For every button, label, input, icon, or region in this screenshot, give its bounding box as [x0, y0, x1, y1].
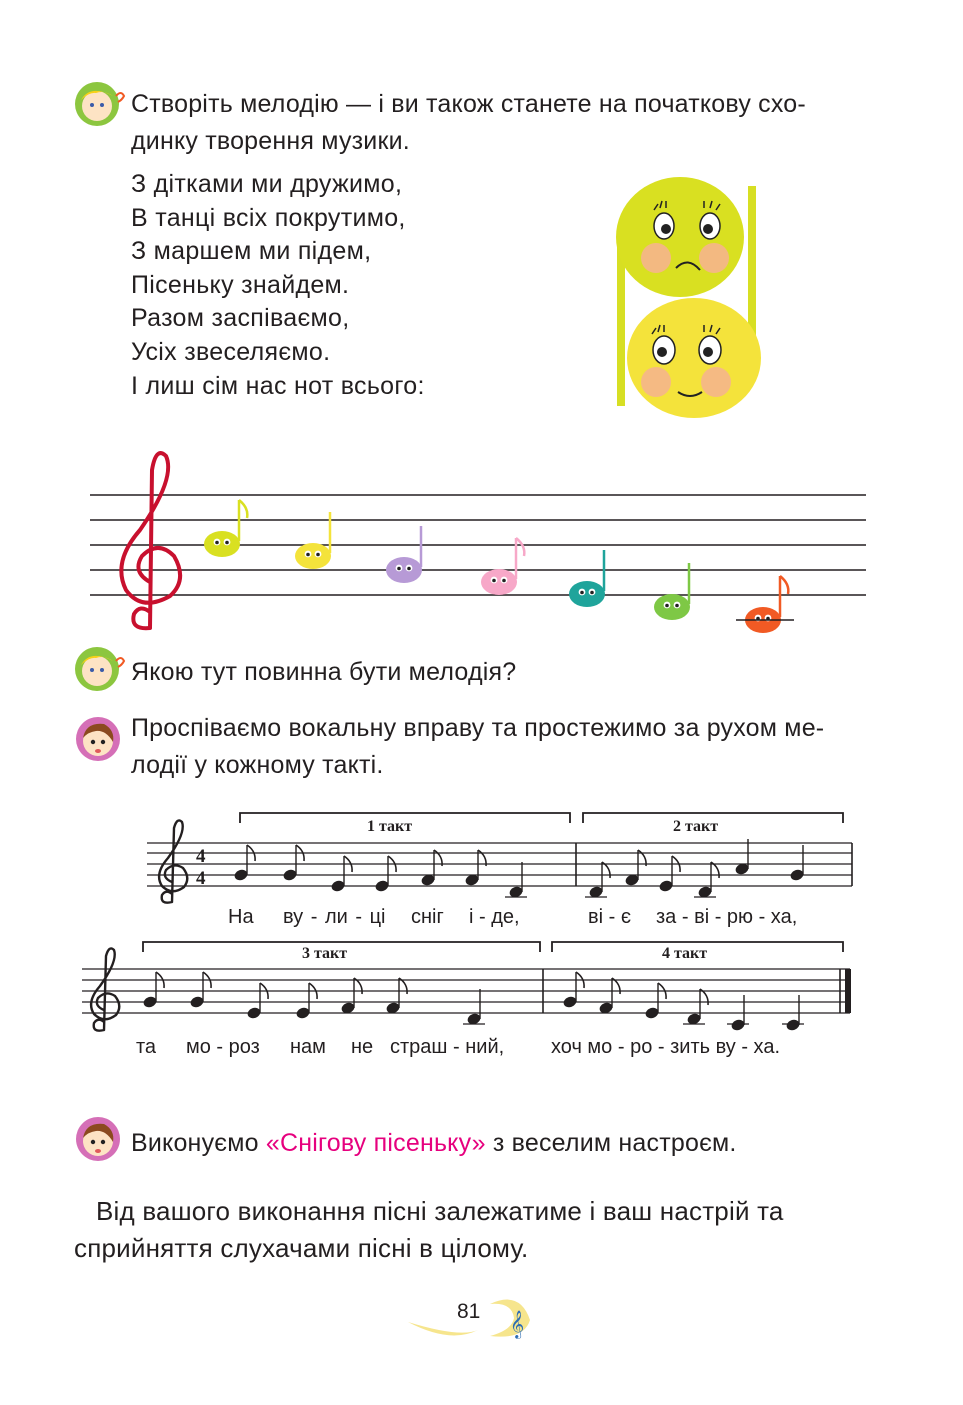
treble-clef-icon: [121, 453, 180, 628]
poem-line: В танці всіх покрутимо,: [131, 203, 406, 232]
page-number-decoration: [408, 1300, 530, 1339]
poem-line: З дітками ми дружимо,: [131, 170, 403, 198]
lyric: На: [228, 906, 254, 928]
music-note: [505, 862, 527, 899]
music-note: [464, 850, 486, 887]
lyric: мо - роз: [186, 1036, 260, 1058]
face-note: [386, 526, 422, 583]
music-note: [598, 978, 620, 1015]
music-note: [463, 989, 485, 1026]
poem-line: Усіх звеселяємо.: [131, 337, 331, 366]
lyric: сніг: [411, 906, 444, 928]
music-note: [585, 862, 610, 899]
time-sig-bottom: 4: [196, 868, 206, 889]
lyric: ві - є: [588, 906, 632, 928]
takt-label: 3 такт: [302, 945, 348, 962]
music-note: [683, 989, 708, 1026]
lyric: страш - ний,: [390, 1036, 505, 1058]
face-note: [654, 563, 690, 620]
lyric: і - де,: [469, 906, 520, 928]
lyric: за - ві - рю - ха,: [656, 906, 798, 928]
boy-avatar-icon: [75, 647, 124, 691]
face-note: [481, 538, 524, 595]
takt-label: 1 такт: [367, 818, 413, 835]
exercise-text: Проспіваємо вокальну вправу та простежимо за рухом ме- лодії у кожному такті.: [131, 714, 825, 779]
music-note: [694, 862, 719, 899]
lyric: ву - ли - ці: [283, 906, 386, 928]
conclusion-text: Від вашого виконання пісні залежатиме і ваш настрій та сприйняття слухачами пісні в цілому.: [74, 1196, 784, 1263]
lyric: нам: [290, 1036, 326, 1058]
song-title: «Снігову пісеньку»: [265, 1129, 486, 1157]
poem-line: І лиш сім нас нот всього:: [131, 371, 425, 400]
face-note: [569, 550, 605, 607]
girl-avatar-icon: [76, 717, 120, 761]
seven-notes-staff: [90, 453, 866, 633]
treble-clef-icon: 𝄞: [510, 1310, 525, 1338]
face-note: [745, 576, 788, 633]
poem-line: Разом заспіваємо,: [131, 304, 350, 333]
face-note: [204, 500, 247, 557]
treble-clef-icon: [91, 948, 119, 1030]
music-note: [624, 850, 646, 887]
face-notes-illustration: [616, 177, 761, 418]
lyric: не: [351, 1036, 374, 1058]
boy-avatar-icon: [75, 82, 124, 126]
music-note: [420, 850, 442, 887]
poem-line: Пісеньку знайдем.: [131, 270, 350, 299]
music-note: [340, 978, 362, 1015]
lyric: хоч мо - ро - зить ву - ха.: [551, 1036, 780, 1058]
poem-line: З маршем ми підем,: [131, 237, 372, 266]
music-note: [385, 978, 407, 1015]
takt-label: 4 такт: [662, 945, 708, 962]
question-text: Якою тут повинна бути мелодія?: [131, 658, 517, 686]
time-sig-top: 4: [196, 846, 206, 867]
page-number: 81: [457, 1300, 481, 1323]
takt-label: 2 такт: [673, 818, 719, 835]
girl-avatar-icon: [76, 1117, 120, 1161]
music-note: [734, 839, 750, 876]
lyric: та: [136, 1036, 157, 1058]
intro-text: Створіть мелодію — і ви також станете на початкову схо- динку творення музики.: [131, 90, 806, 155]
treble-clef-icon: [159, 820, 187, 902]
perform-text: Виконуємо «Снігову пісеньку» з веселим настроєм.: [131, 1129, 737, 1157]
